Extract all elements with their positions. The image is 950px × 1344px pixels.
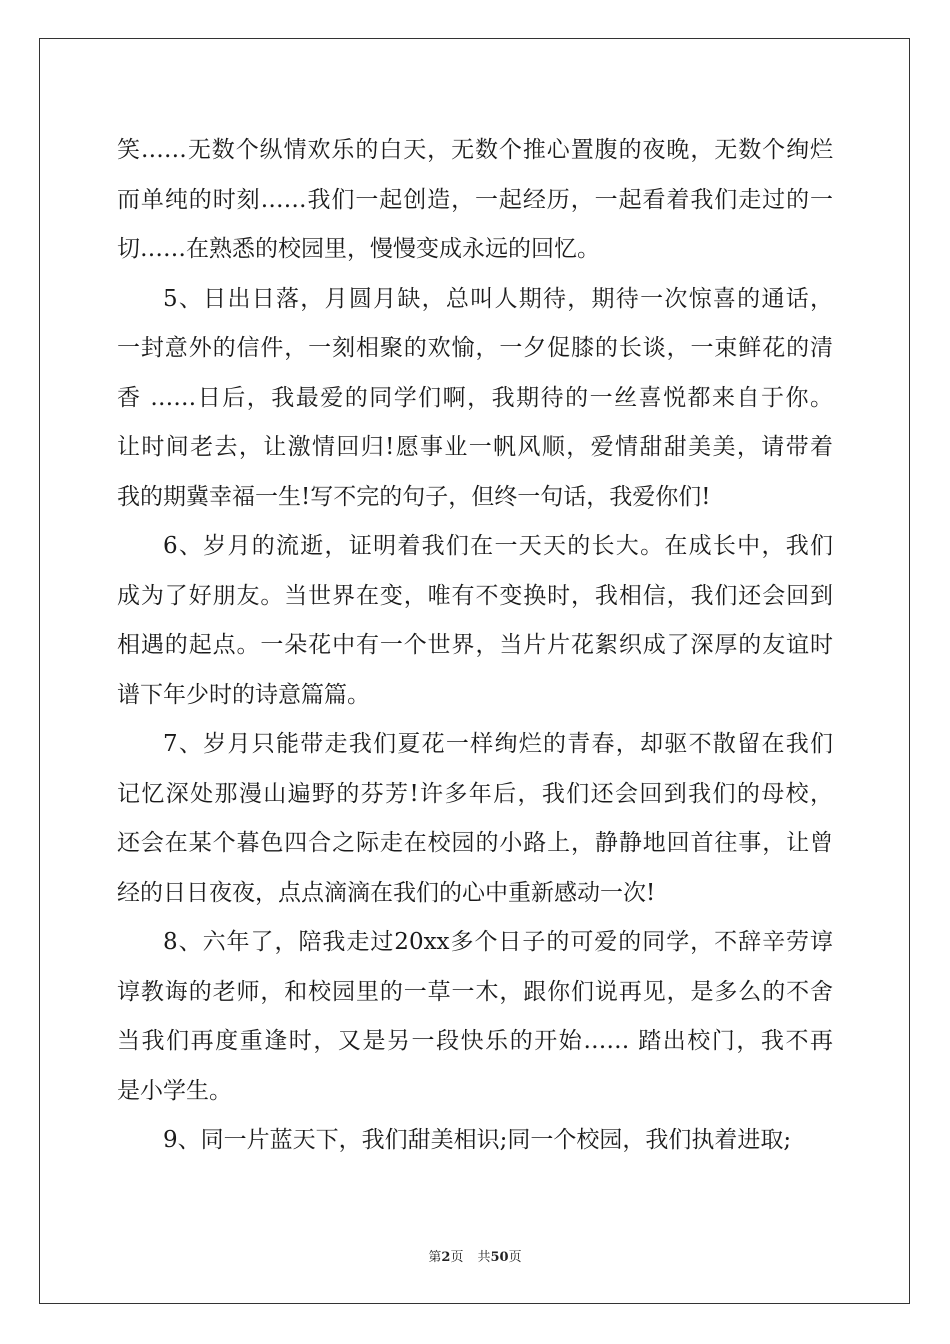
text-line: 8、六年了，陪我走过20xx多个日子的可爱的同学，不辞辛劳谆 bbox=[163, 929, 833, 955]
paragraph bbox=[117, 126, 833, 275]
text-line: 6、岁月的流逝，证明着我们在一天天的长大。在成长中，我们 bbox=[163, 533, 833, 559]
text-line: 香 ……日后，我最爱的同学们啊，我期待的一丝喜悦都来自于你。 bbox=[117, 384, 833, 411]
text-line: 还会在某个暮色四合之际走在校园的小路上，静静地回首往事，让曾 bbox=[117, 830, 833, 856]
paragraph bbox=[117, 275, 833, 523]
footer-page-suffix: 页 bbox=[450, 1250, 464, 1265]
text-line: 一封意外的信件，一刻相聚的欢愉，一夕促膝的长谈，一束鲜花的清 bbox=[117, 335, 833, 361]
text-line: 切……在熟悉的校园里，慢慢变成永远的回忆。 bbox=[117, 236, 600, 262]
text-line: 让时间老去，让激情回归!愿事业一帆风顺，爱情甜甜美美，请带着 bbox=[117, 434, 833, 460]
text-line: 5、日出日落，月圆月缺，总叫人期待，期待一次惊喜的通话， bbox=[163, 285, 833, 312]
paragraph bbox=[117, 918, 833, 1116]
text-line: 当我们再度重逢时，又是另一段快乐的开始…… 踏出校门，我不再 bbox=[117, 1028, 833, 1054]
paragraph bbox=[117, 522, 833, 720]
text-line: 而单纯的时刻……我们一起创造，一起经历，一起看着我们走过的一 bbox=[117, 186, 833, 213]
text-line: 经的日日夜夜，点点滴滴在我们的心中重新感动一次! bbox=[117, 879, 656, 906]
paragraph bbox=[117, 720, 833, 918]
footer-total-pages: 50 bbox=[490, 1250, 509, 1265]
text-line: 谱下年少时的诗意篇篇。 bbox=[117, 681, 370, 708]
footer-page-prefix: 第 bbox=[428, 1250, 442, 1265]
text-line: 记忆深处那漫山遍野的芬芳!许多年后，我们还会回到我们的母校， bbox=[117, 780, 833, 807]
document-body bbox=[117, 126, 833, 1166]
text-line: 成为了好朋友。当世界在变，唯有不变换时，我相信，我们还会回到 bbox=[117, 582, 833, 609]
paragraph bbox=[117, 1116, 833, 1166]
footer-page-number: 2 bbox=[441, 1250, 451, 1265]
text-line: 谆教诲的老师，和校园里的一草一木，跟你们说再见，是多么的不舍 bbox=[117, 978, 833, 1005]
text-line: 笑……无数个纵情欢乐的白天，无数个推心置腹的夜晚，无数个绚烂 bbox=[117, 137, 833, 163]
text-line: 9、同一片蓝天下，我们甜美相识;同一个校园，我们执着进取; bbox=[163, 1127, 792, 1153]
text-line: 是小学生。 bbox=[117, 1077, 232, 1104]
text-line: 我的期冀幸福一生!写不完的句子，但终一句话，我爱你们! bbox=[117, 483, 711, 510]
text-line: 7、岁月只能带走我们夏花一样绚烂的青春，却驱不散留在我们 bbox=[163, 731, 833, 757]
text-line: 相遇的起点。一朵花中有一个世界，当片片花絮织成了深厚的友谊时 bbox=[117, 632, 833, 658]
footer-total-suffix: 页 bbox=[508, 1250, 522, 1265]
footer-total-prefix: 共 bbox=[477, 1250, 491, 1265]
page-footer bbox=[0, 1246, 950, 1265]
